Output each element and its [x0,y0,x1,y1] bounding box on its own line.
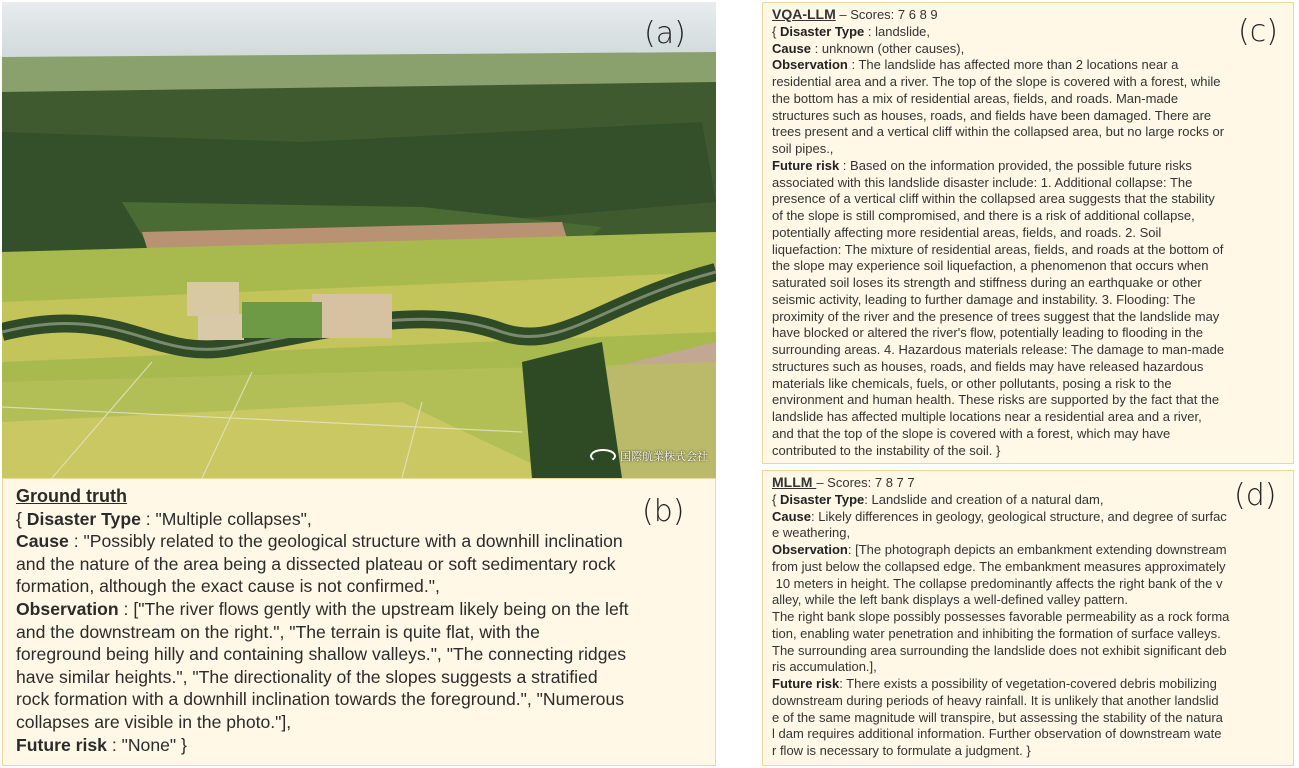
mllm-box [762,470,1294,766]
future-risk-line: liquefaction: The mixture of residential areas, fields, and roads at the bottom of [772,241,1224,257]
future-risk-line: structures such as houses, roads, and fields may have released hazardous [772,358,1204,374]
future-risk-key: Future risk [16,734,107,755]
observation-line: the bottom has a mix of residential areas, fields, and roads. Man-made [772,90,1179,106]
observation-line: collapses are visible in the photo."], [16,711,292,732]
observation-line: rock formation with a downhill inclination towards the foreground.", "Numerous [16,689,625,710]
ground-truth-title: Ground truth [16,486,127,506]
watermark-text: 国際航業株式会社 [620,450,708,463]
future-risk-line: r flow is necessary to formulate a judgment. } [772,743,1031,758]
panel-label-a: (a) [644,16,686,51]
panel-label-d: (d) [1234,478,1277,513]
future-risk-line: contributed to the instability of the soil. } [772,442,1001,458]
open-brace: { [772,23,780,39]
future-risk-line: l dam requires additional information. Further observation of downstream wate [772,726,1222,742]
mllm-title: MLLM [772,474,817,490]
future-risk-line: the slope may experience soil liquefaction, a phenomenon that occurs when [772,258,1209,274]
disaster-type-key: Disaster Type [779,491,865,507]
cause-line: and the nature of the area being a dissected plateau or soft sedimentary rock [16,553,616,574]
future-risk-line: and that the top of the slope is covered with a forest, which may have [772,425,1171,441]
future-risk-key: Future risk [772,676,840,691]
future-risk-key: Future risk [772,157,840,173]
cause-line: : Likely differences in geology, geological structure, and degree of surfac [811,508,1227,524]
observation-line: tion, enabling water penetration and inhibiting the formation of surface valleys. [772,625,1221,641]
company-logo-icon [590,449,616,463]
disaster-type-key: Disaster Type [779,23,865,39]
vqa-llm-box [762,2,1294,464]
observation-line: alley, while the left bank displays a well-defined valley pattern. [772,592,1129,608]
observation-line: : ["The river flows gently with the upstream likely being on the left [118,598,629,619]
observation-key: Observation [772,57,848,73]
future-risk-line: of the slope is still compromised, and there is a risk of additional collapse, [772,208,1195,223]
cause-key: Cause [772,508,812,524]
cause-key: Cause [16,531,69,552]
cause-key: Cause [772,40,812,56]
future-risk-line: : Based on the information provided, the possible future risks [839,157,1192,173]
observation-line: from just below the collapsed edge. The embankment measures approximately [772,558,1226,574]
future-risk-line: presence of a vertical cliff within the collapsed area suggests that the stability [772,191,1215,207]
ground-truth-box [2,478,716,766]
observation-line: structures such as houses, roads, and fields have been damaged. There are [772,107,1212,123]
observation-key: Observation [16,598,119,619]
future-risk-line: have blocked or altered the river's flow, potentially leading to flooding in the [772,325,1204,341]
future-risk-line: saturated soil loses its strength and stiffness during an earthquake or other [772,275,1202,290]
observation-line: The right bank slope possibly possesses favorable permeability as a rock forma [772,609,1230,624]
observation-line: foreground being hilly and containing shallow valleys.", "The connecting ridges [16,644,627,665]
panel-label-c: (c) [1238,14,1278,49]
cause-line: formation, although the exact cause is not confirmed.", [16,576,440,597]
observation-line: residential area and a river. The top of the slope is covered with a forest, while [772,74,1221,89]
disaster-type-value: : "Multiple collapses", [140,508,312,529]
future-risk-line: associated with this landslide disaster include: 1. Additional collapse: The [772,174,1193,190]
open-brace: { [772,491,780,507]
observation-line: The surrounding area surrounding the landslide does not exhibit significant deb [772,642,1227,658]
vqa-llm-title: VQA-LLM [772,6,836,22]
observation-line: 10 meters in height. The collapse predominantly affects the right bank of the v [772,575,1223,591]
observation-line: ris accumulation.], [772,659,877,675]
future-risk-line: landslide has affected multiple locations near a residential area and a river, [772,409,1202,424]
panel-label-b: (b) [642,494,685,529]
observation-line: trees present and a vertical cliff within the collapsed area, but no large rocks or [772,124,1225,140]
observation-key: Observation [772,542,848,557]
disaster-type-value: : Landslide and creation of a natural dam, [864,491,1104,507]
landslide-scene [2,2,716,478]
mllm-scores: – Scores: 7 8 7 7 [816,475,915,490]
vqa-llm-scores: – Scores: 7 6 8 9 [835,7,938,22]
future-risk-line: e of the same magnitude will transpire, but assessing the stability of the natura [772,709,1223,725]
observation-line: have similar heights.", "The directionality of the slopes suggests a stratified [16,666,598,687]
future-risk-line: : There exists a possibility of vegetation-covered debris mobilizing [839,676,1217,691]
cause-line: e weathering, [772,525,851,541]
observation-line: soil pipes., [772,141,834,156]
observation-line: and the downstream on the right.", "The terrain is quite flat, with the [16,621,540,642]
cause-value: : unknown (other causes), [811,40,965,56]
future-risk-line: seismic activity, leading to further damage and instability. 3. Flooding: The [772,291,1196,307]
disaster-type-key: Disaster Type [26,508,141,529]
cause-line: : "Possibly related to the geological structure with a downhill inclination [68,531,623,552]
future-risk-line: materials like chemicals, fuels, or other pollutants, posing a risk to the [772,375,1172,391]
observation-line: : The landslide has affected more than 2 locations near a [847,57,1179,73]
future-risk-line: environment and human health. These risks are supported by the fact that the [772,392,1220,408]
observation-line: : [The photograph depicts an embankment extending downstream [847,542,1227,557]
photo-watermark [590,448,708,464]
aerial-photo [2,2,716,478]
disaster-type-value: : landslide, [864,23,931,39]
open-brace: { [16,508,27,529]
future-risk-line: surrounding areas. 4. Hazardous materials release: The damage to man-made [772,342,1225,357]
future-risk-line: downstream during periods of heavy rainfall. It is unlikely that another landslid [772,692,1219,708]
future-risk-line: potentially affecting more residential areas, fields, and roads. 2. Soil [772,224,1162,240]
future-risk-line: proximity of the river and the presence of trees suggest that the landslide may [772,308,1220,324]
future-risk-value: : "None" } [106,734,187,755]
